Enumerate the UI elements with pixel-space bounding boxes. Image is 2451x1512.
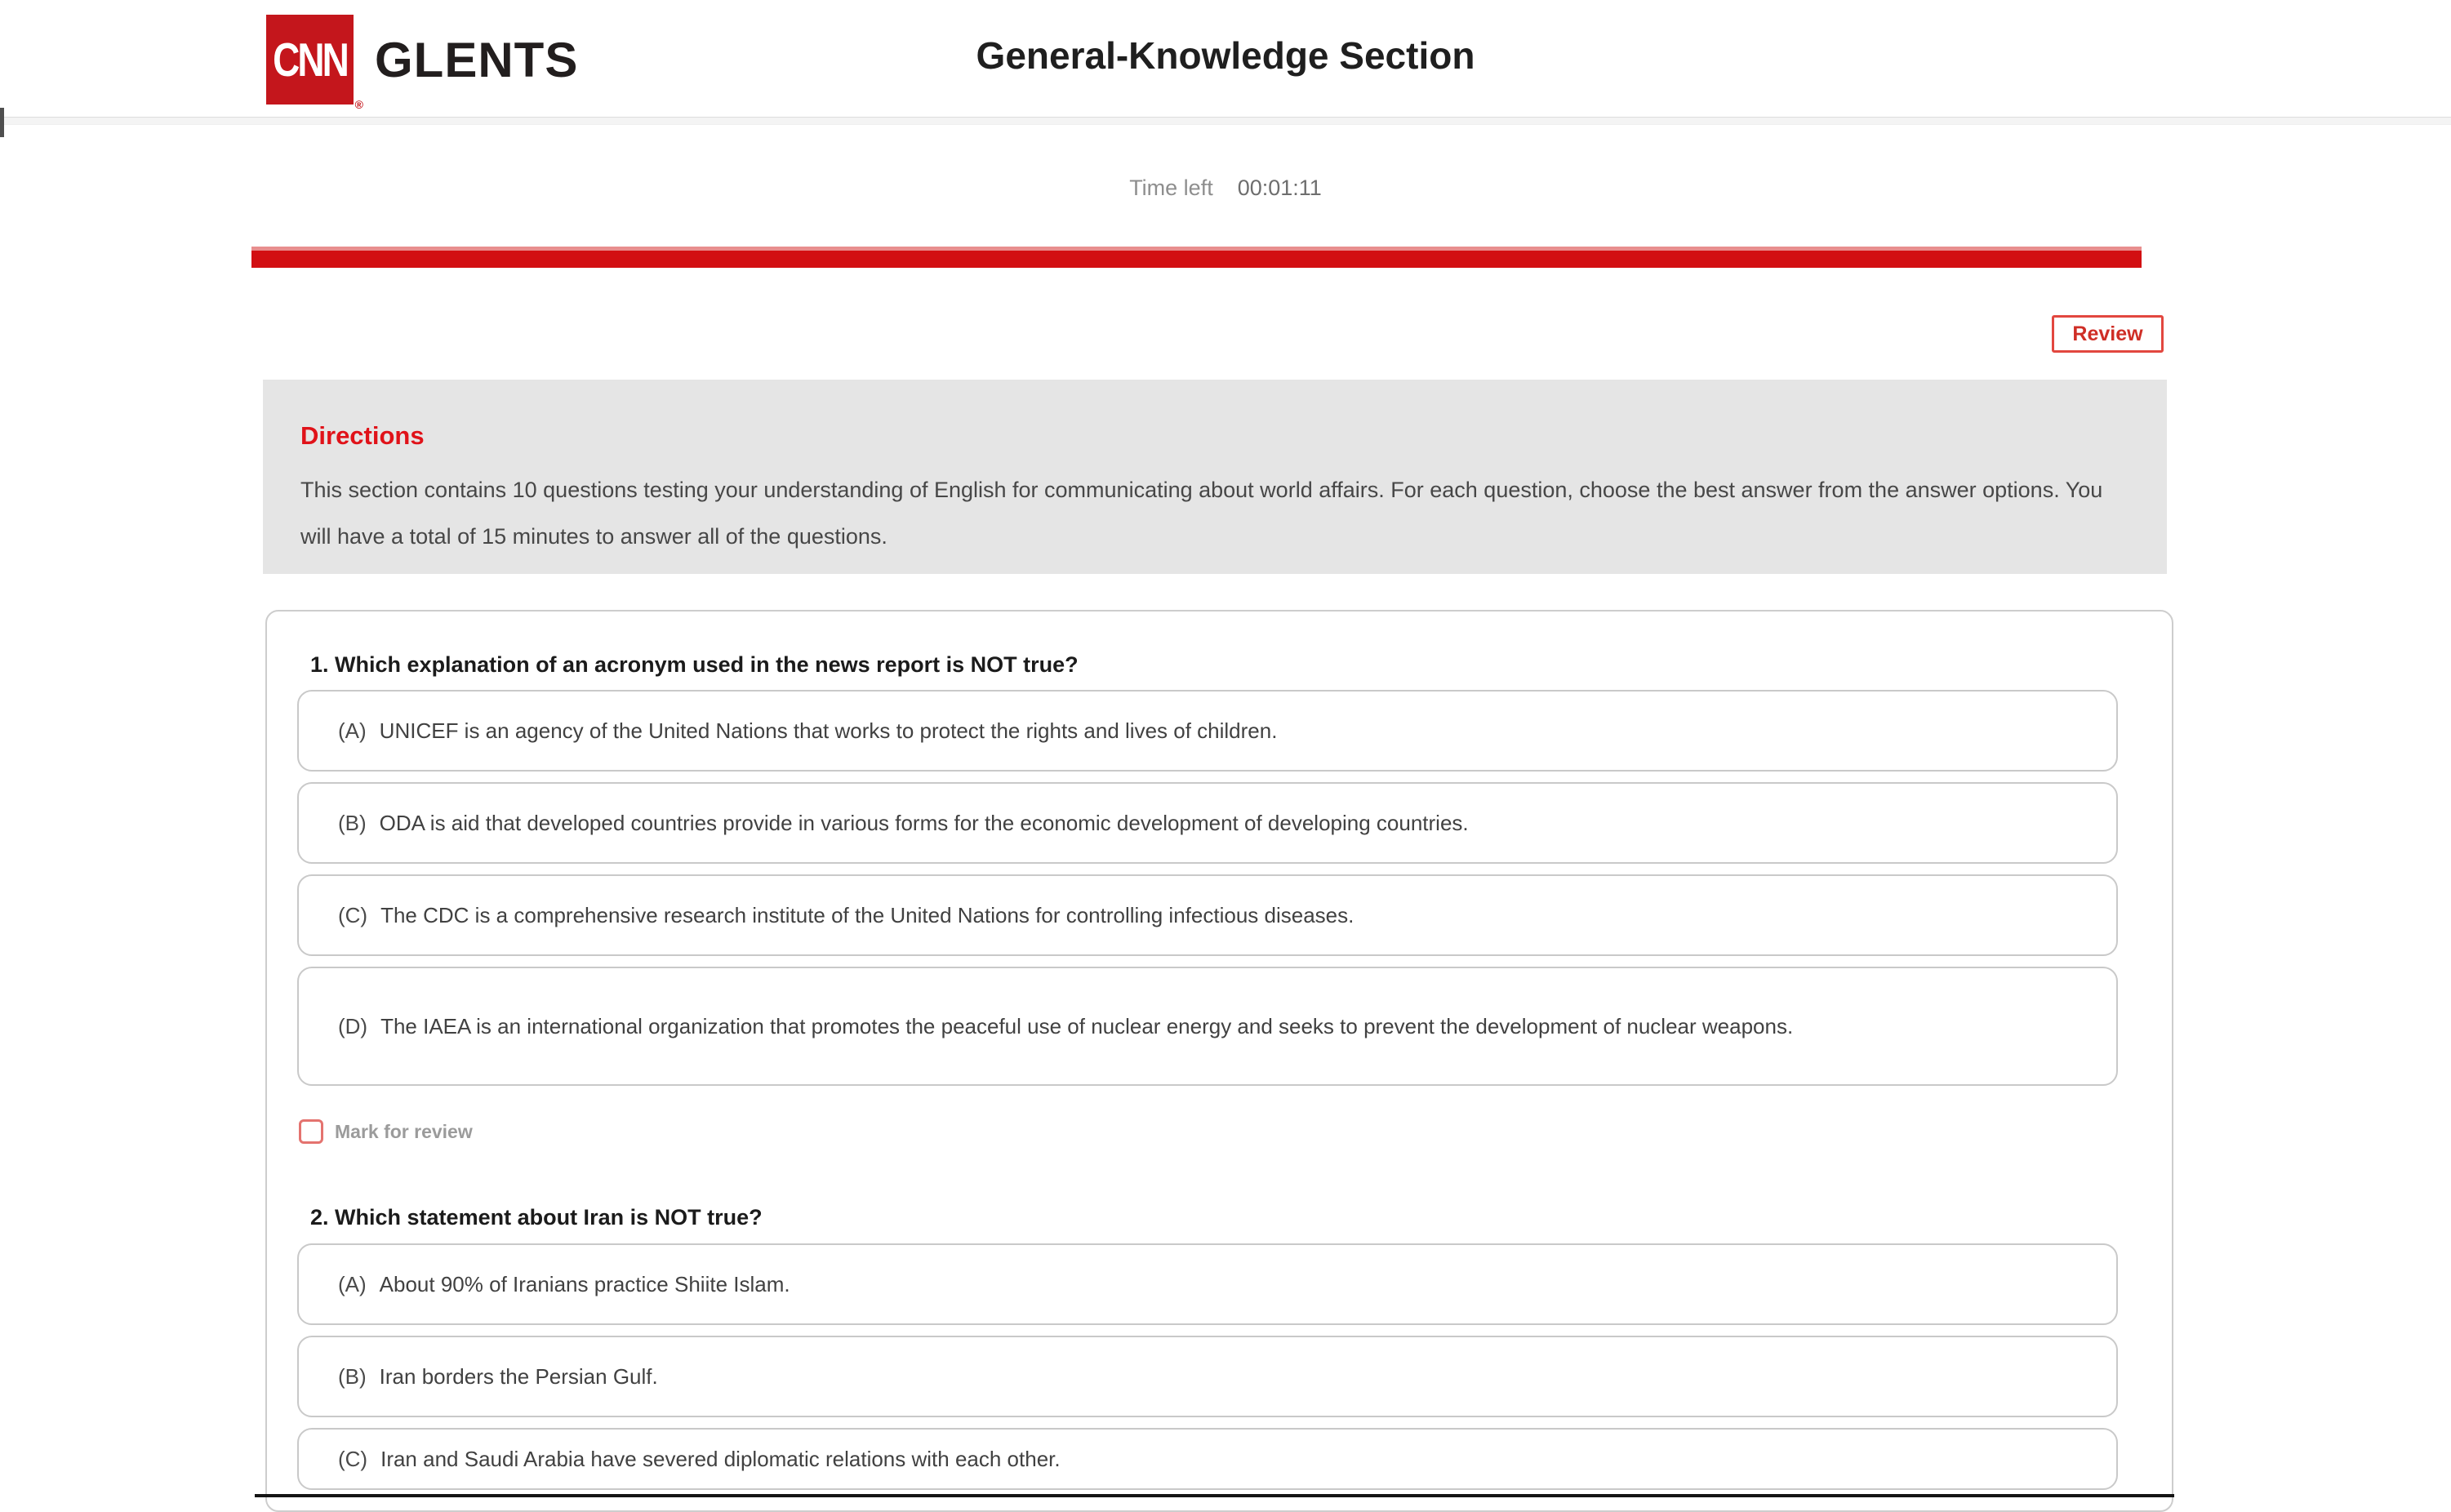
answer-option-label: (C): [338, 1446, 368, 1471]
question-text: Which explanation of an acronym used in the news report is NOT true?: [335, 652, 1079, 677]
answer-option-label: (C): [338, 902, 368, 927]
header: [0, 0, 2451, 118]
mark-for-review-label[interactable]: Mark for review: [335, 1120, 473, 1142]
time-progress-bar: [251, 247, 2196, 268]
answer-option-label: (A): [338, 1271, 367, 1296]
question-card: [265, 610, 2173, 1512]
answer-option-body: ODA is aid that developed countries provide in various forms for the economic development of developing countries.: [379, 810, 1469, 835]
page-title: General-Knowledge Section: [976, 34, 1475, 77]
answer-option-text: [322, 802, 1469, 845]
answer-option-text: [322, 894, 1354, 937]
directions-heading: Directions: [300, 421, 425, 450]
question-number: 1.: [310, 652, 329, 677]
window-bottom-edge: [255, 1494, 2174, 1497]
answer-option-label: (A): [338, 718, 367, 743]
question-number: 2.: [310, 1205, 329, 1230]
answer-option-body: The CDC is a comprehensive research institute of the United Nations for controlling infectious diseases.: [380, 902, 1354, 927]
question-2-heading: [310, 1204, 2118, 1230]
answer-option-body: The IAEA is an international organization that promotes the peaceful use of nuclear energy and seeks to prevent the development of nuclear weapons.: [380, 1013, 1794, 1038]
directions-body: This section contains 10 questions testing your understanding of English for communicating about world affairs. For each question, choose the best answer from the answer options. You will have a total of 15 minutes to answer all of the questions.: [300, 478, 2103, 549]
answer-option-body: UNICEF is an agency of the United Nations that works to protect the rights and lives of children.: [379, 718, 1278, 743]
timer: [0, 173, 2451, 202]
answer-option-text: [322, 1438, 1061, 1481]
answer-option-label: (B): [338, 1363, 367, 1389]
time-progress-fill: [251, 247, 2142, 268]
answer-option-body: About 90% of Iranians practice Shiite Islam.: [379, 1271, 790, 1296]
scrollbar-artifact: [0, 108, 4, 137]
answer-option-1d[interactable]: [297, 967, 2118, 1086]
answer-option-2b[interactable]: [297, 1336, 2118, 1417]
answer-option-label: (B): [338, 810, 367, 835]
answer-option-1b[interactable]: [297, 782, 2118, 864]
registered-mark: ®: [354, 98, 363, 111]
answer-option-body: Iran borders the Persian Gulf.: [379, 1363, 658, 1389]
timer-value: 00:01:11: [1237, 176, 1322, 200]
answer-option-text: [322, 1005, 1793, 1048]
question-text: Which statement about Iran is NOT true?: [335, 1205, 763, 1230]
timer-label: Time left: [1129, 176, 1213, 200]
answer-option-text: [322, 709, 1277, 753]
mark-for-review-checkbox[interactable]: [299, 1119, 323, 1144]
header-divider: [0, 118, 2451, 125]
cnn-logo-text: CNN: [273, 33, 347, 87]
mark-for-review-row: [297, 1119, 2118, 1144]
answer-option-2c[interactable]: [297, 1428, 2118, 1490]
directions-panel: [263, 380, 2167, 574]
answer-option-2a[interactable]: [297, 1243, 2118, 1325]
answer-option-1c[interactable]: [297, 874, 2118, 956]
brand-name: GLENTS: [375, 32, 579, 87]
answer-option-1a[interactable]: [297, 690, 2118, 772]
answer-option-body: Iran and Saudi Arabia have severed diplomatic relations with each other.: [380, 1446, 1061, 1471]
review-button[interactable]: Review: [2052, 315, 2164, 353]
answer-option-text: [322, 1355, 658, 1399]
question-1-heading: [310, 651, 2118, 678]
answer-option-label: (D): [338, 1013, 368, 1038]
answer-option-text: [322, 1263, 790, 1306]
